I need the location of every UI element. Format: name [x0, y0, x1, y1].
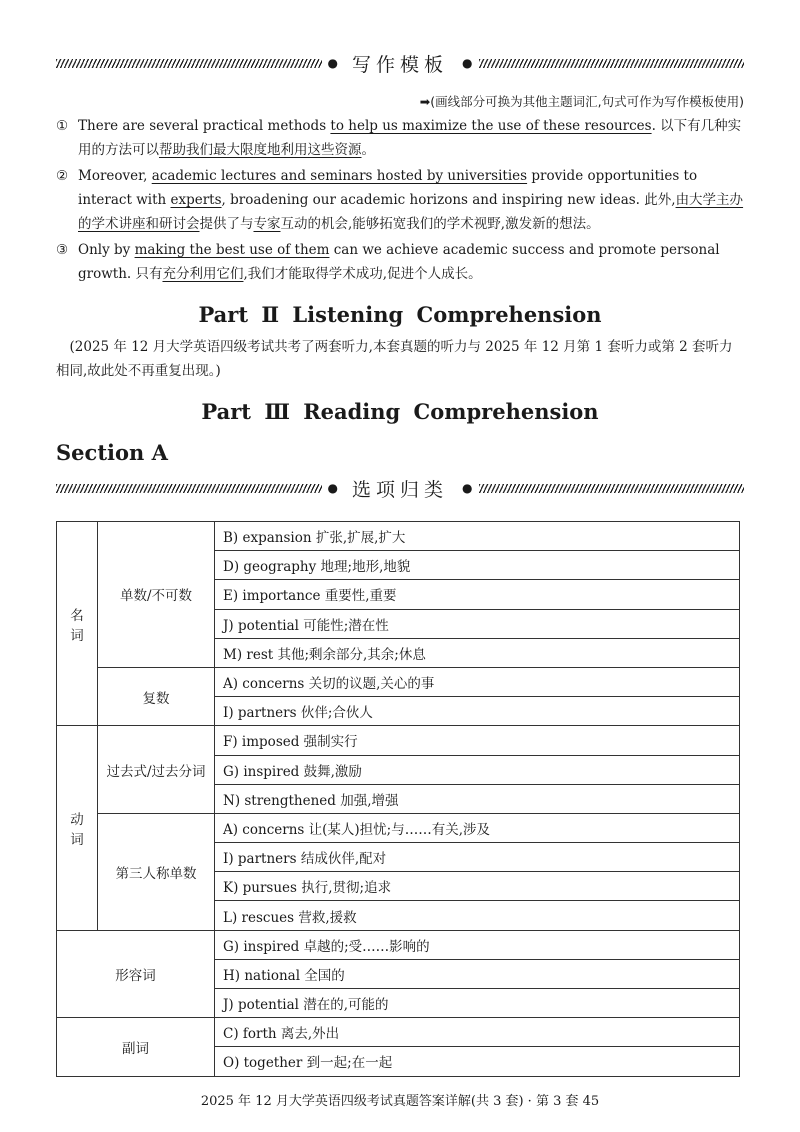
writing-template-title: 写作模板 [352, 53, 449, 76]
hatch-right [479, 484, 745, 493]
template-item-2 [56, 164, 744, 236]
page-footer: 2025 年 12 月大学英语四级考试真题答案详解(共 3 套) · 第 3 套 45 [200, 1094, 600, 1109]
sub-past: 过去式/过去分词 [98, 726, 215, 814]
table-row [57, 1018, 740, 1047]
vocab-cell: J) potential 可能性;潜在性 [215, 609, 740, 638]
sub-third-person: 第三人称单数 [98, 813, 215, 930]
pos-noun: 名词 [57, 522, 98, 726]
vocab-cell: O) together 到一起;在一起 [215, 1047, 740, 1076]
hatch-left [56, 59, 322, 68]
vocab-cell: L) rescues 营救,援救 [215, 901, 740, 930]
vocab-cell: A) concerns 让(某人)担忧;与……有关,涉及 [215, 813, 740, 842]
vocab-table [56, 521, 740, 1077]
page [56, 48, 744, 1077]
table-row [57, 726, 740, 755]
hatch-left [56, 484, 322, 493]
vocab-cell: H) national 全国的 [215, 959, 740, 988]
pos-adjective: 形容词 [57, 930, 215, 1018]
vocab-cell: D) geography 地理;地形,地貌 [215, 551, 740, 580]
vocab-cell: F) imposed 强制实行 [215, 726, 740, 755]
vocab-cell: A) concerns 关切的议题,关心的事 [215, 667, 740, 696]
hatch-right [479, 59, 745, 68]
vocab-cell: N) strengthened 加强,增强 [215, 784, 740, 813]
part2-title: Part Ⅱ Listening Comprehension [198, 302, 602, 327]
vocab-cell: B) expansion 扩张,扩展,扩大 [215, 522, 740, 551]
table-row [57, 522, 740, 551]
writing-template-banner [56, 48, 744, 78]
item-text: Only by making the best use of them can we achieve academic success and promote personal growth. 只有充分利用它们,我们才能取得学术成功,促进个人成长。 [78, 242, 720, 282]
sub-plural: 复数 [98, 667, 215, 725]
template-note: ➡(画线部分可换为其他主题词汇,句式可作为写作模板使用) [419, 94, 744, 109]
item-text: There are several practical methods to help us maximize the use of these resources. 以下有几种实用的方法可以帮助我们最大限度地利用这些资源。 [78, 118, 742, 158]
part3-title: Part Ⅲ Reading Comprehension [201, 399, 599, 424]
bullet-dot: ● [462, 481, 473, 495]
vocab-cell: C) forth 离去,外出 [215, 1018, 740, 1047]
item-number: ③ [56, 242, 69, 258]
vocab-cell: K) pursues 执行,贯彻;追求 [215, 872, 740, 901]
template-item-1 [56, 114, 744, 162]
item-number: ① [56, 118, 69, 134]
template-item-3 [56, 238, 744, 286]
sub-singular: 单数/不可数 [98, 522, 215, 668]
bullet-dot: ● [462, 56, 473, 70]
bullet-dot: ● [327, 481, 338, 495]
vocab-cell: M) rest 其他;剩余部分,其余;休息 [215, 638, 740, 667]
options-banner [56, 473, 744, 503]
pos-verb: 动词 [57, 726, 98, 930]
part2-note: (2025 年 12 月大学英语四级考试共考了两套听力,本套真题的听力与 2025 年 12 月第 1 套听力或第 2 套听力相同,故此处不再重复出现。) [56, 339, 733, 379]
pos-adverb: 副词 [57, 1018, 215, 1076]
vocab-cell: G) inspired 鼓舞,激励 [215, 755, 740, 784]
item-number: ② [56, 168, 69, 184]
vocab-cell: G) inspired 卓越的;受……影响的 [215, 930, 740, 959]
bullet-dot: ● [327, 56, 338, 70]
vocab-cell: J) potential 潜在的,可能的 [215, 989, 740, 1018]
vocab-cell: I) partners 结成伙伴,配对 [215, 843, 740, 872]
item-text: Moreover, academic lectures and seminars hosted by universities provide opportunities to interact with experts, broadening our academic horizons and inspiring new ideas. 此外,由大学主办的学术讲座和研讨会提供了与专家互动的机会,能够拓宽我们的学术视野,激发新的想法。 [78, 168, 744, 232]
table-row [57, 930, 740, 959]
options-title: 选项归类 [352, 478, 449, 501]
section-a-title: Section A [56, 440, 168, 465]
table-row [57, 667, 740, 696]
vocab-cell: E) importance 重要性,重要 [215, 580, 740, 609]
table-row [57, 813, 740, 842]
vocab-cell: I) partners 伙伴;合伙人 [215, 697, 740, 726]
